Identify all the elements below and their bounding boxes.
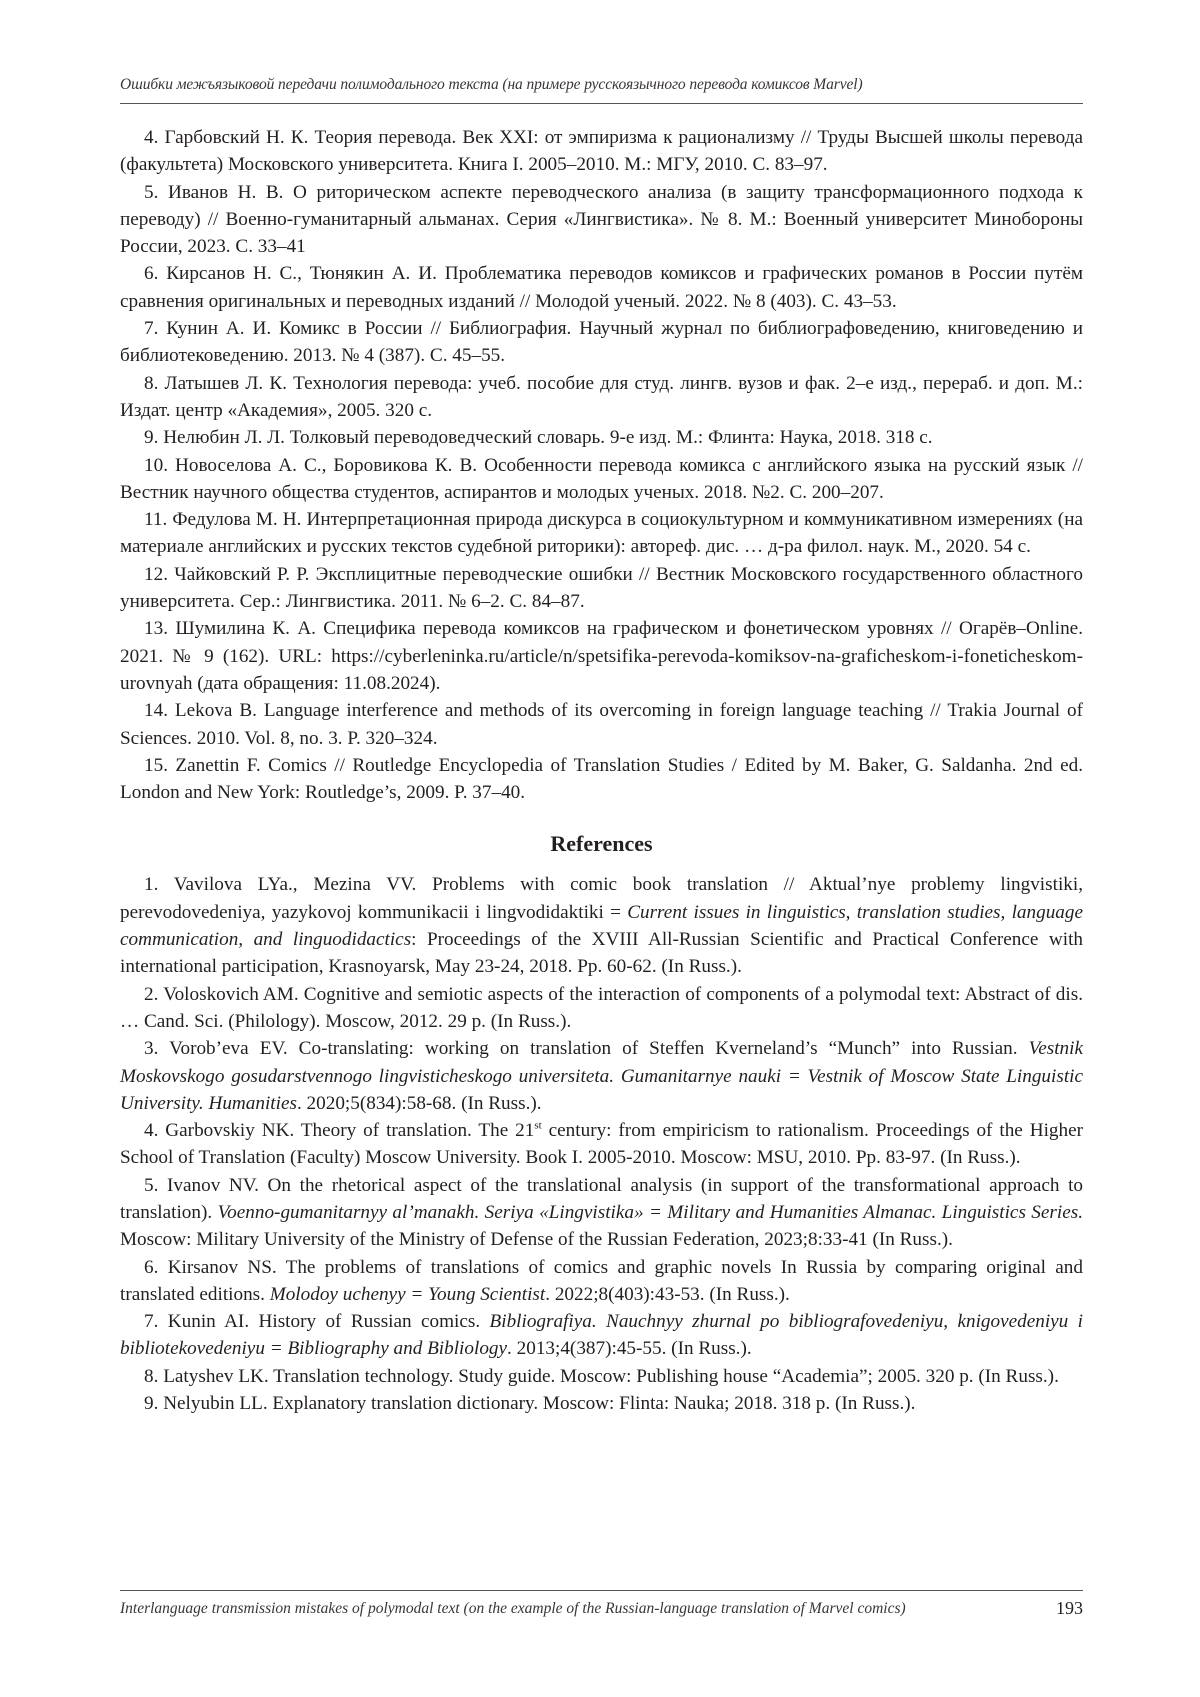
content [120,124,1083,1417]
literature-list [120,124,1083,806]
header-rule [120,103,1083,104]
reference-journal: Current issues in linguistics, translation studies, language communication, and linguodidactics [120,901,1083,951]
superscript-ordinal: st [534,1119,542,1132]
reference-text-end: : Proceedings of the XVIII All-Russian Scientific and Practical Conference with international participation, Krasnoyarsk, May 23-24, 2018. Pp. 60-62. (In Russ.). [120,929,1083,978]
reference-entry-8 [120,1363,1083,1390]
reference-text-end: century: from empiricism to rationalism. Proceedings of the Higher School of Translation (Faculty) Moscow University. Book I. 2005-2010. Moscow: MSU, 2010. Pp. 83-97. (In Russ.). [120,1120,1084,1169]
literature-entry-6: 6. Кирсанов Н. С., Тюнякин А. И. Проблематика переводов комиксов и графических романов в России путём сравнения оригинальных и переводных изданий // Молодой ученый. 2022. № 8 (403). С. 43–53. [120,263,1083,312]
literature-entry-12: 12. Чайковский Р. Р. Эксплицитные переводческие ошибки // Вестник Московского государственного областного университета. Сер.: Лингвистика. 2011. № 6–2. С. 84–87. [120,563,1083,613]
literature-entry-5: 5. Иванов Н. В. О риторическом аспекте переводческого анализа (в защиту трансформационного подхода к переводу) // Военно-гуманитарный альманах. Серия «Лингвистика». № 8. М.: Военный университет Минобороны России, 2023. С. 33–41 [120,181,1083,258]
literature-entry-13: 13. Шумилина К. А. Специфика перевода комиксов на графическом и фонетическом уровнях // Огарёв–Online. 2021. № 9 (162). URL: https://cyberleninka.ru/article/n/spetsifika-perevoda-komiksov-na-graficheskom-i-foneticheskom-urovnyah (дата обращения: 11.08.2024). [120,618,1083,694]
reference-text: 5. Ivanov NV. On the rhetorical aspect of the translational analysis (in support of the transformational approach to translation). [120,1174,1083,1223]
reference-entry-7 [120,1308,1083,1363]
page-number: 193 [1056,1598,1083,1618]
reference-entry-9 [120,1390,1083,1417]
literature-entry-8: 8. Латышев Л. К. Технология перевода: учеб. пособие для студ. лингв. вузов и фак. 2–е изд., перераб. и доп. М.: Издат. центр «Академия», 2005. 320 с. [120,372,1083,421]
reference-text: 7. Kunin AI. History of Russian comics. [144,1311,490,1333]
references-heading: References [550,831,653,857]
reference-journal: Bibliografiya. Nauchnyy zhurnal po bibliografovedeniyu, knigovedeniyu i bibliotekovedeniyu = Bibliography and Bibliology [120,1311,1083,1360]
reference-text-end: . 2013;4(387):45-55. (In Russ.). [507,1338,752,1360]
reference-entry-5 [120,1172,1083,1254]
reference-text: 4. Garbovskiy NK. Theory of translation. The 21 [144,1120,535,1142]
reference-journal: Molodoy uchenyy = Young Scientist [269,1283,546,1305]
reference-text: 3. Vorob’eva EV. Co-translating: working on translation of Steffen Kverneland’s “Munch” into Russian. [144,1038,1029,1060]
literature-entry-14: 14. Lekova B. Language interference and methods of its overcoming in foreign language teaching // Trakia Journal of Sciences. 2010. Vol. 8, no. 3. P. 320–324. [120,700,1083,749]
running-header: Ошибки межъязыковой передачи полимодального текста (на примере русскоязычного перевода комиксов Marvel) [120,76,863,93]
reference-entry-3 [120,1035,1083,1117]
running-footer: Interlanguage transmission mistakes of polymodal text (on the example of the Russian-language translation of Marvel comics) [120,1600,906,1617]
reference-text: 6. Kirsanov NS. The problems of translations of comics and graphic novels In Russia by comparing original and translated editions. [120,1256,1083,1305]
reference-journal: Vestnik Moskovskogo gosudarstvennogo lingvisticheskogo universiteta. Gumanitarnye nauki = Vestnik of Moscow State Linguistic University. Humanities [120,1038,1083,1114]
reference-text-end: . 2020;5(834):58-68. (In Russ.). [296,1092,542,1114]
literature-entry-15: 15. Zanettin F. Comics // Routledge Encyclopedia of Translation Studies / Edited by M. Baker, G. Saldanha. 2nd ed. London and New York: Routledge’s, 2009. P. 37–40. [120,754,1083,804]
literature-entry-10: 10. Новоселова А. С., Боровикова К. В. Особенности перевода комикса с английского языка на русский язык // Вестник научного общества студентов, аспирантов и молодых ученых. 2018. №2. С. 200–207. [120,454,1083,503]
literature-entry-9: 9. Нелюбин Л. Л. Толковый переводоведческий словарь. 9-е изд. М.: Флинта: Наука, 2018. 318 с. [144,427,933,449]
reference-text-end: . 2022;8(403):43-53. (In Russ.). [545,1283,790,1305]
reference-text: 9. Nelyubin LL. Explanatory translation dictionary. Moscow: Flinta: Nauka; 2018. 318 p. (In Russ.). [144,1393,916,1415]
reference-entry-4 [120,1117,1083,1172]
reference-text: 8. Latyshev LK. Translation technology. Study guide. Moscow: Publishing house “Academia”; 2005. 320 p. (In Russ.). [144,1365,1059,1387]
reference-entry-1 [120,871,1083,980]
literature-entry-11: 11. Федулова М. Н. Интерпретационная природа дискурса в социокультурном и коммуникативном измерениях (на материале английских и русских текстов судебной риторики): автореф. дис. … д-ра филол. наук. М., 2020. 54 с. [120,509,1083,558]
reference-journal: Voenno-gumanitarnyy al’manakh. Seriya «Lingvistika» = Military and Humanities Almanac. Linguistics Series. [217,1201,1083,1223]
reference-text: 2. Voloskovich AM. Cognitive and semiotic aspects of the interaction of components of a polymodal text: Abstract of dis. … Cand. Sci. (Philology). Moscow, 2012. 29 p. (In Russ.). [120,983,1083,1032]
reference-entry-6 [120,1254,1083,1309]
reference-entry-2 [120,981,1083,1036]
footer-rule [120,1590,1083,1591]
literature-entry-7: 7. Кунин А. И. Комикс в России // Библиография. Научный журнал по библиографоведению, книговедению и библиотековедению. 2013. № 4 (387). С. 45–55. [120,318,1083,367]
references-list [120,871,1083,1417]
reference-text: 1. Vavilova LYa., Mezina VV. Problems with comic book translation // Aktual’nye problemy lingvistiki, perevodovedeniya, yazykovoj kommunikacii i lingvodidaktiki = [120,874,1083,923]
literature-entry-4: 4. Гарбовский Н. К. Теория перевода. Век XXI: от эмпиризма к рационализму // Труды Высшей школы перевода (факультета) Московского университета. Книга I. 2005–2010. М.: МГУ, 2010. С. 83–97. [120,127,1083,176]
reference-text-end: Moscow: Military University of the Ministry of Defense of the Russian Federation, 2023;8:33-41 (In Russ.). [120,1229,953,1251]
